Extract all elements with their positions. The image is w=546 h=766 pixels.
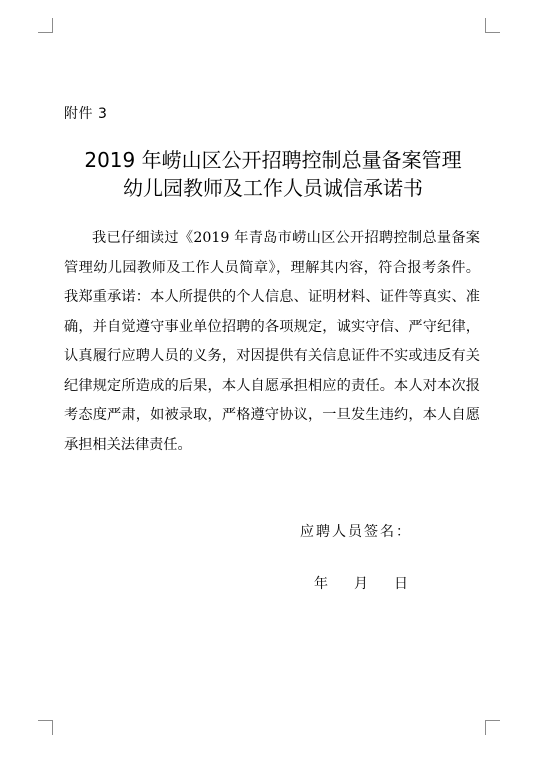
signature-label: 应聘人员签名：: [300, 524, 412, 540]
date-line: [314, 573, 408, 593]
pledge-body: 我已仔细读过《2019 年青岛市崂山区公开招聘控制总量备案管理幼儿园教师及工作人员简章》，理解其内容，符合报考条件。我郑重承诺：本人所提供的个人信息、证明材料、证件等真实、准确，并自觉遵守事业单位招聘的各项规定，诚实守信、严守纪律，认真履行应聘人员的义务，对因提供有关信息证件不实或违反有关纪律规定所造成的后果，本人自愿承担相应的责任。本人对本次报考态度严肃，如被录取，严格遵守协议，一旦发生违约，本人自愿承担相关法律责任。: [64, 230, 480, 453]
title-line-1: 2019 年崂山区公开招聘控制总量备案管理: [84, 148, 462, 172]
date-month: 月: [354, 576, 368, 592]
crop-mark-top-left: [38, 18, 53, 33]
crop-mark-top-right: [485, 18, 500, 33]
date-year: 年: [314, 576, 328, 592]
attachment-label: 附件 3: [64, 106, 108, 122]
crop-mark-bottom-right: [485, 720, 500, 735]
document-title: [0, 146, 546, 202]
crop-mark-bottom-left: [38, 720, 53, 735]
date-day: 日: [394, 576, 408, 592]
title-line-2: 幼儿园教师及工作人员诚信承诺书: [123, 176, 423, 200]
